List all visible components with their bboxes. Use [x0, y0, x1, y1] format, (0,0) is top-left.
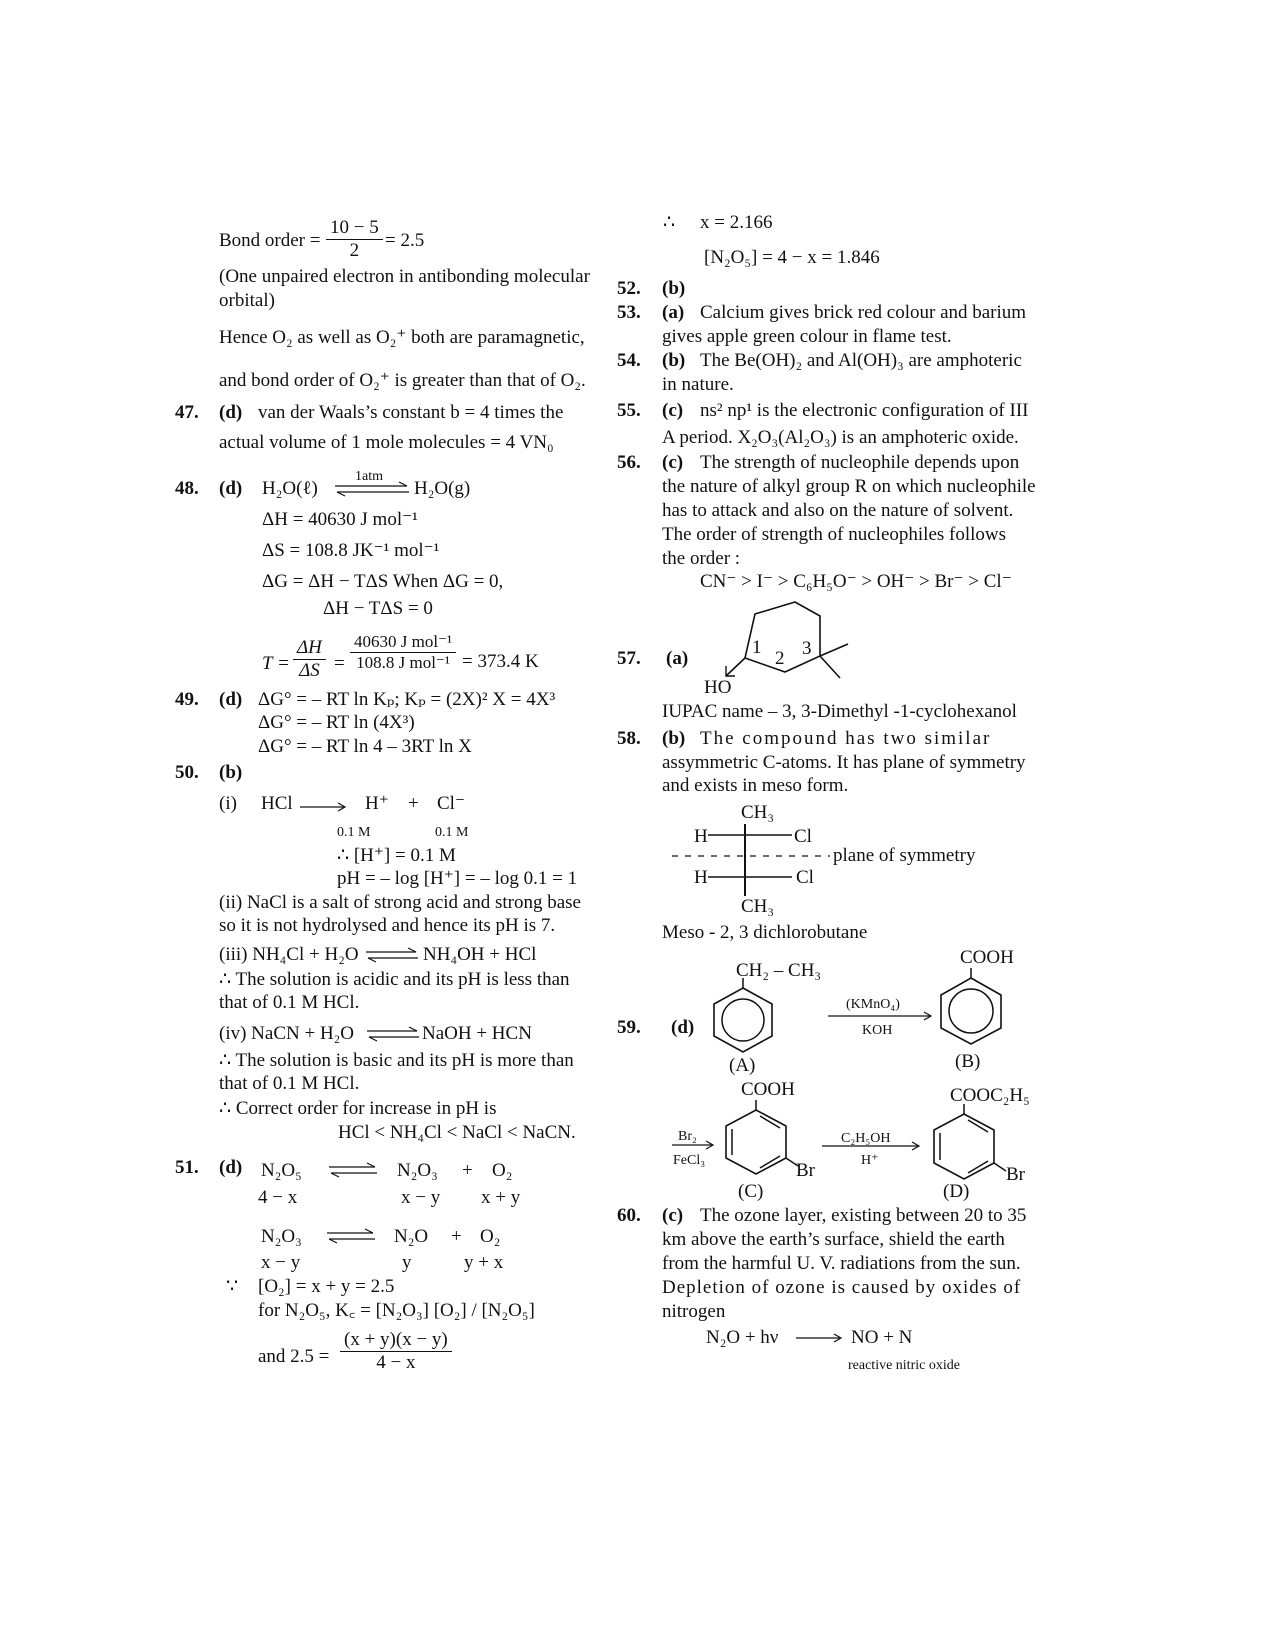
q55-answer: (c)	[662, 400, 684, 421]
benzene-ring-icon	[935, 972, 1007, 1050]
q53-answer: (a)	[662, 302, 685, 323]
q51-eq2-b-amount: y	[402, 1252, 412, 1273]
q58-line-2: assymmetric C-atoms. It has plane of symmetry	[662, 752, 1026, 773]
q48-dh: ΔH = 40630 J mol⁻¹	[262, 509, 418, 530]
q58-h-bottom: H	[694, 867, 708, 888]
q48-fraction-1	[293, 637, 326, 682]
q59-number: 59.	[617, 1017, 641, 1038]
q51-and: and 2.5 =	[258, 1346, 330, 1367]
q58-cl-bottom: Cl	[796, 867, 814, 888]
q50-ph: pH = – log [H⁺] = – log 0.1 = 1	[337, 868, 578, 889]
q54-line-2: in nature.	[662, 374, 734, 395]
q58-plane-label: plane of symmetry	[833, 845, 976, 866]
q59-cooh-c: COOH	[741, 1079, 795, 1100]
q48-fraction-2	[350, 632, 456, 673]
q51-since: ∵	[226, 1276, 239, 1297]
unpaired-line-1: (One unpaired electron in antibonding molecular	[219, 266, 590, 287]
q48-t: T =	[262, 653, 290, 674]
q50-iv-line-2: that of 0.1 M HCl.	[219, 1073, 360, 1094]
q51-eq2-a: N₂O₃	[261, 1226, 302, 1247]
q50-iii-line-2: that of 0.1 M HCl.	[219, 992, 360, 1013]
q59-label-c: (C)	[738, 1181, 764, 1202]
q48-eq-condition: 1atm	[355, 469, 383, 484]
q60-line-1: The ozone layer, existing between 20 to 35	[700, 1205, 1027, 1226]
q55-number: 55.	[617, 400, 641, 421]
q59-reagent-h: H⁺	[861, 1153, 879, 1168]
q56-line-5: the order :	[662, 548, 741, 569]
equilibrium-arrow-icon	[335, 483, 410, 495]
q50-ii-line-2: so it is not hydrolysed and hence its pH is 7.	[219, 915, 556, 936]
q52-number: 52.	[617, 278, 641, 299]
q51-eq1-b-amount: x − y	[401, 1187, 441, 1208]
q58-line-3: and exists in meso form.	[662, 775, 849, 796]
q50-number: 50.	[175, 762, 199, 783]
q60-eq-right: NO + N	[851, 1327, 913, 1348]
q59-cooh-b: COOH	[960, 947, 1014, 968]
reaction-arrow-icon	[672, 1141, 718, 1149]
q60-line-2: km above the earth’s surface, shield the earth	[662, 1229, 1005, 1250]
n2o5-value: [N₂O₅] = 4 − x = 1.846	[704, 247, 880, 268]
q59-label-a: (A)	[729, 1055, 756, 1076]
q56-line-1: The strength of nucleophile depends upon	[700, 452, 1020, 473]
q57-carbon-1: 1	[752, 637, 762, 658]
q59-reagent-br2: Br₂	[678, 1129, 697, 1144]
q58-line-1: The compound has two similar	[700, 728, 992, 749]
q50-iii-right: NH₄OH + HCl	[423, 944, 537, 965]
q51-answer: (d)	[219, 1157, 243, 1178]
q58-h-top: H	[694, 826, 708, 847]
equilibrium-arrow-icon	[327, 1230, 375, 1242]
q51-kc: for N₂O₅, K꜀ = [N₂O₃] [O₂] / [N₂O₅]	[258, 1300, 535, 1321]
q56-number: 56.	[617, 452, 641, 473]
q47-line-2: actual volume of 1 mole molecules = 4 VN₀	[219, 432, 554, 453]
equilibrium-arrow-icon	[329, 1164, 377, 1176]
q58-ch3-bottom: CH₃	[741, 896, 775, 917]
fraction-numerator: 40630 J mol⁻¹	[350, 632, 456, 653]
q48-eq-right: H₂O(g)	[414, 478, 471, 499]
q56-line-2: the nature of alkyl group R on which nucleophile	[662, 476, 1036, 497]
bond-order-fraction	[326, 217, 383, 262]
fraction-denominator: ΔS	[299, 660, 320, 681]
hence-line: Hence O₂ as well as O₂⁺ both are paramagnetic,	[219, 327, 585, 348]
q50-order-line-2: HCl < NH₄Cl < NaCl < NaCN.	[338, 1122, 576, 1143]
fraction-numerator: ΔH	[293, 637, 326, 660]
fraction-numerator: (x + y)(x − y)	[340, 1329, 452, 1352]
q51-number: 51.	[175, 1157, 199, 1178]
q50-h-ion: H⁺	[365, 793, 389, 814]
q49-number: 49.	[175, 689, 199, 710]
q60-note: reactive nitric oxide	[848, 1358, 960, 1373]
unpaired-line-2: orbital)	[219, 290, 275, 311]
q48-ds: ΔS = 108.8 JK⁻¹ mol⁻¹	[262, 540, 440, 561]
q58-ch3-top: CH₃	[741, 802, 775, 823]
q55-line-2: A period. X₂O₃(Al₂O₃) is an amphoteric oxide.	[662, 427, 1019, 448]
q50-iv-line-1: ∴ The solution is basic and its pH is more than	[219, 1050, 574, 1071]
q53-number: 53.	[617, 302, 641, 323]
q59-answer: (d)	[671, 1017, 695, 1038]
q48-answer: (d)	[219, 478, 243, 499]
q56-answer: (c)	[662, 452, 684, 473]
q59-label-d: (D)	[943, 1181, 970, 1202]
q54-line-1: The Be(OH)₂ and Al(OH)₃ are amphoteric	[700, 350, 1022, 371]
q51-fraction	[340, 1329, 452, 1374]
q51-eq1-b: N₂O₃	[397, 1160, 438, 1181]
q51-eq1-a: N₂O₅	[261, 1160, 302, 1181]
bond-order-compare: and bond order of O₂⁺ is greater than that of O₂.	[219, 370, 586, 391]
q51-eq2-a-amount: x − y	[261, 1252, 301, 1273]
q59-reagent-koh: KOH	[862, 1023, 893, 1038]
therefore-symbol: ∴	[663, 212, 676, 233]
x-value: x = 2.166	[700, 212, 773, 233]
benzene-ring-icon	[708, 982, 778, 1058]
bond-order-label: Bond order =	[219, 230, 321, 251]
q56-line-3: has to attack and also on the nature of solvent.	[662, 500, 1014, 521]
q51-eq1-a-amount: 4 − x	[258, 1187, 298, 1208]
q50-conc-2: 0.1 M	[435, 825, 469, 840]
q47-answer: (d)	[219, 402, 243, 423]
q51-eq1-c-amount: x + y	[481, 1187, 521, 1208]
q50-iii-left: (iii) NH₄Cl + H₂O	[219, 944, 359, 965]
q54-number: 54.	[617, 350, 641, 371]
q57-number: 57.	[617, 648, 641, 669]
q48-eq-left: H₂O(ℓ)	[262, 478, 318, 499]
q59-ethyl: CH₂ – CH₃	[736, 960, 822, 981]
q58-cl-top: Cl	[794, 826, 812, 847]
q60-line-3: from the harmful U. V. radiations from the sun.	[662, 1253, 1021, 1274]
q60-number: 60.	[617, 1205, 641, 1226]
q50-h-conc: ∴ [H⁺] = 0.1 M	[337, 845, 456, 866]
q48-equals: =	[334, 653, 345, 674]
q51-o2: [O₂] = x + y = 2.5	[258, 1276, 395, 1297]
q48-dg: ΔG = ΔH − TΔS When ΔG = 0,	[262, 571, 504, 592]
q57-carbon-3: 3	[802, 638, 812, 659]
fraction-numerator: 10 − 5	[326, 217, 383, 240]
q59-reagent-kmno4: (KMnO₄)	[846, 997, 900, 1012]
q50-cl-ion: Cl⁻	[437, 793, 465, 814]
q59-br-c: Br	[796, 1160, 815, 1181]
q56-line-4: The order of strength of nucleophiles follows	[662, 524, 1007, 545]
benzene-ring-icon	[928, 1108, 1018, 1186]
q60-line-4: Depletion of ozone is caused by oxides of	[662, 1277, 1022, 1298]
reaction-arrow-icon	[300, 803, 350, 811]
q50-ii-line-1: (ii) NaCl is a salt of strong acid and strong base	[219, 892, 581, 913]
q57-answer: (a)	[666, 648, 689, 669]
equilibrium-arrow-icon	[366, 949, 418, 961]
q48-value: = 373.4 K	[462, 651, 539, 672]
q56-order: CN⁻ > I⁻ > C₆H₅O⁻ > OH⁻ > Br⁻ > Cl⁻	[700, 571, 1012, 592]
q51-eq2-b: N₂O	[394, 1226, 429, 1247]
reaction-arrow-icon	[796, 1334, 846, 1342]
q47-line-1: van der Waals’s constant b = 4 times the	[258, 402, 564, 423]
equilibrium-arrow-icon	[367, 1028, 419, 1040]
q57-name: IUPAC name – 3, 3-Dimethyl -1-cyclohexanol	[662, 701, 1017, 722]
q49-line-2: ΔG° = – RT ln (4X³)	[258, 712, 415, 733]
q58-number: 58.	[617, 728, 641, 749]
q52-answer: (b)	[662, 278, 686, 299]
cyclohexanol-structure-icon	[700, 596, 860, 686]
q59-reagent-fecl3: FeCl₃	[673, 1153, 706, 1168]
q57-carbon-2: 2	[775, 648, 785, 669]
q50-plus: +	[408, 793, 419, 814]
bond-order-value: = 2.5	[385, 230, 425, 251]
q57-ho: HO	[704, 677, 732, 698]
fraction-denominator: 2	[349, 240, 360, 261]
q51-eq1-plus: +	[462, 1160, 473, 1181]
q51-eq1-c: O₂	[492, 1160, 513, 1181]
q59-cooet-d: COOC₂H₅	[950, 1085, 1030, 1106]
q55-line-1: ns² np¹ is the electronic configuration of III	[700, 400, 1029, 421]
q59-br-d: Br	[1006, 1164, 1025, 1185]
q58-answer: (b)	[662, 728, 686, 749]
q58-name: Meso - 2, 3 dichlorobutane	[662, 922, 868, 943]
q50-order-line-1: ∴ Correct order for increase in pH is	[219, 1098, 497, 1119]
q49-line-3: ΔG° = – RT ln 4 – 3RT ln X	[258, 736, 472, 757]
fraction-denominator: 108.8 J mol⁻¹	[356, 653, 451, 672]
q50-hcl: HCl	[261, 793, 293, 814]
q59-reagent-etoh: C₂H₅OH	[841, 1131, 891, 1146]
q50-conc-1: 0.1 M	[337, 825, 371, 840]
q53-line-1: Calcium gives brick red colour and barium	[700, 302, 1027, 323]
q50-i-label: (i)	[219, 793, 237, 814]
q50-iv-left: (iv) NaCN + H₂O	[219, 1023, 355, 1044]
fraction-denominator: 4 − x	[376, 1352, 416, 1373]
q49-line-1: ΔG° = – RT ln Kₚ; Kₚ = (2X)² X = 4X³	[258, 689, 556, 710]
q60-line-5: nitrogen	[662, 1301, 726, 1322]
q60-eq-left: N₂O + hν	[706, 1327, 779, 1348]
q59-label-b: (B)	[955, 1051, 981, 1072]
q50-answer: (b)	[219, 762, 243, 783]
q60-answer: (c)	[662, 1205, 684, 1226]
q51-eq2-c-amount: y + x	[464, 1252, 504, 1273]
reaction-arrow-icon	[828, 1012, 936, 1020]
q53-line-2: gives apple green colour in flame test.	[662, 326, 952, 347]
q49-answer: (d)	[219, 689, 243, 710]
q50-iii-line-1: ∴ The solution is acidic and its pH is less than	[219, 969, 570, 990]
q51-eq2-plus: +	[451, 1226, 462, 1247]
reaction-arrow-icon	[822, 1142, 924, 1150]
q48-dg-zero: ΔH − TΔS = 0	[323, 598, 433, 619]
q54-answer: (b)	[662, 350, 686, 371]
q48-number: 48.	[175, 478, 199, 499]
q50-iv-right: NaOH + HCN	[422, 1023, 532, 1044]
q47-number: 47.	[175, 402, 199, 423]
q51-eq2-c: O₂	[480, 1226, 501, 1247]
